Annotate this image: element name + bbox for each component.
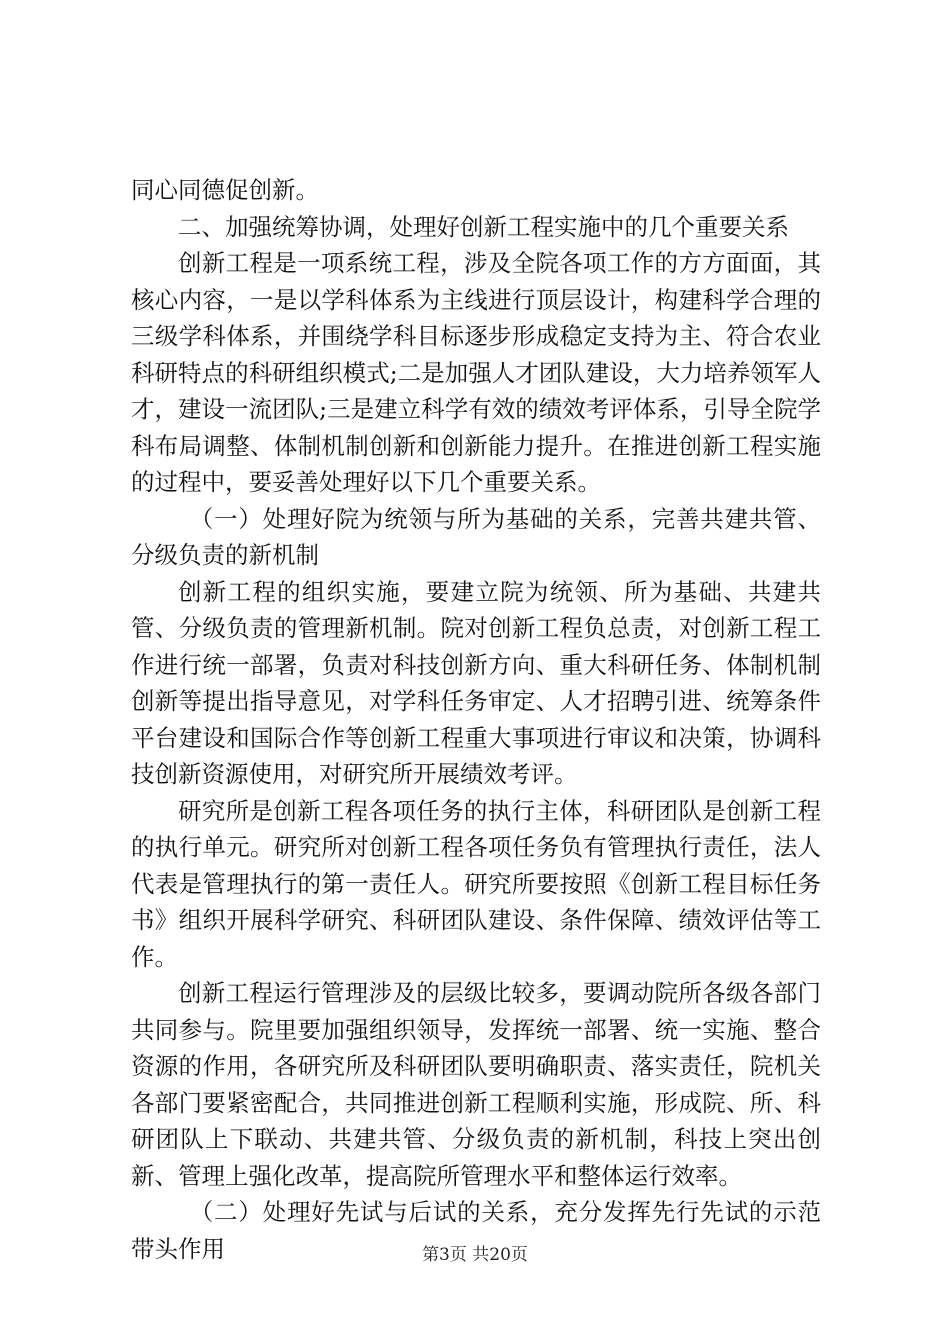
paragraph: 创新工程是一项系统工程，涉及全院各项工作的方方面面，其核心内容，一是以学科体系为主线进行顶层设计，构建科学合理的三级学科体系，并围绕学科目标逐步形成稳定支持为主、符合农业科研特点的科研组织模式;二是加强人才团队建设，大力培养领军人才，建设一流团队;三是建立科学有效的绩效考评体系，引导全院学科布局调整、体制机制创新和创新能力提升。在推进创新工程实施的过程中，要妥善处理好以下几个重要关系。 <box>131 249 821 496</box>
paragraph: 创新工程的组织实施，要建立院为统领、所为基础、共建共管、分级负责的管理新机制。院对创新工程负总责，对创新工程工作进行统一部署，负责对科技创新方向、重大科研任务、体制机制创新等提出指导意见，对学科任务审定、人才招聘引进、统筹条件平台建设和国际合作等创新工程重大事项进行审议和决策，协调科技创新资源使用，对研究所开展绩效考评。 <box>131 577 821 788</box>
subsection-heading: （一）处理好院为统领与所为基础的关系，完善共建共管、分级负责的新机制 <box>131 504 821 569</box>
page-number-footer: 第3页 共20页 <box>422 1245 528 1265</box>
subsection-heading: （二）处理好先试与后试的关系，充分发挥先行先试的示范带头作用 <box>131 1198 821 1263</box>
section-heading: 二、加强统筹协调，处理好创新工程实施中的几个重要关系 <box>178 212 789 241</box>
paragraph: 研究所是创新工程各项任务的执行主体，科研团队是创新工程的执行单元。研究所对创新工程各项任务负有管理执行责任，法人代表是管理执行的第一责任人。研究所要按照《创新工程目标任务书》组织开展科学研究、科研团队建设、条件保障、绩效评估等工作。 <box>131 796 821 971</box>
paragraph-continuation: 同心同德促创新。 <box>131 176 319 204</box>
paragraph: 创新工程运行管理涉及的层级比较多，要调动院所各级各部门共同参与。院里要加强组织领导，发挥统一部署、统一实施、整合资源的作用，各研究所及科研团队要明确职责、落实责任，院机关各部门要紧密配合，共同推进创新工程顺利实施，形成院、所、科研团队上下联动、共建共管、分级负责的新机制，科技上突出创新、管理上强化改革，提高院所管理水平和整体运行效率。 <box>131 979 821 1190</box>
document-body <box>131 172 821 1267</box>
